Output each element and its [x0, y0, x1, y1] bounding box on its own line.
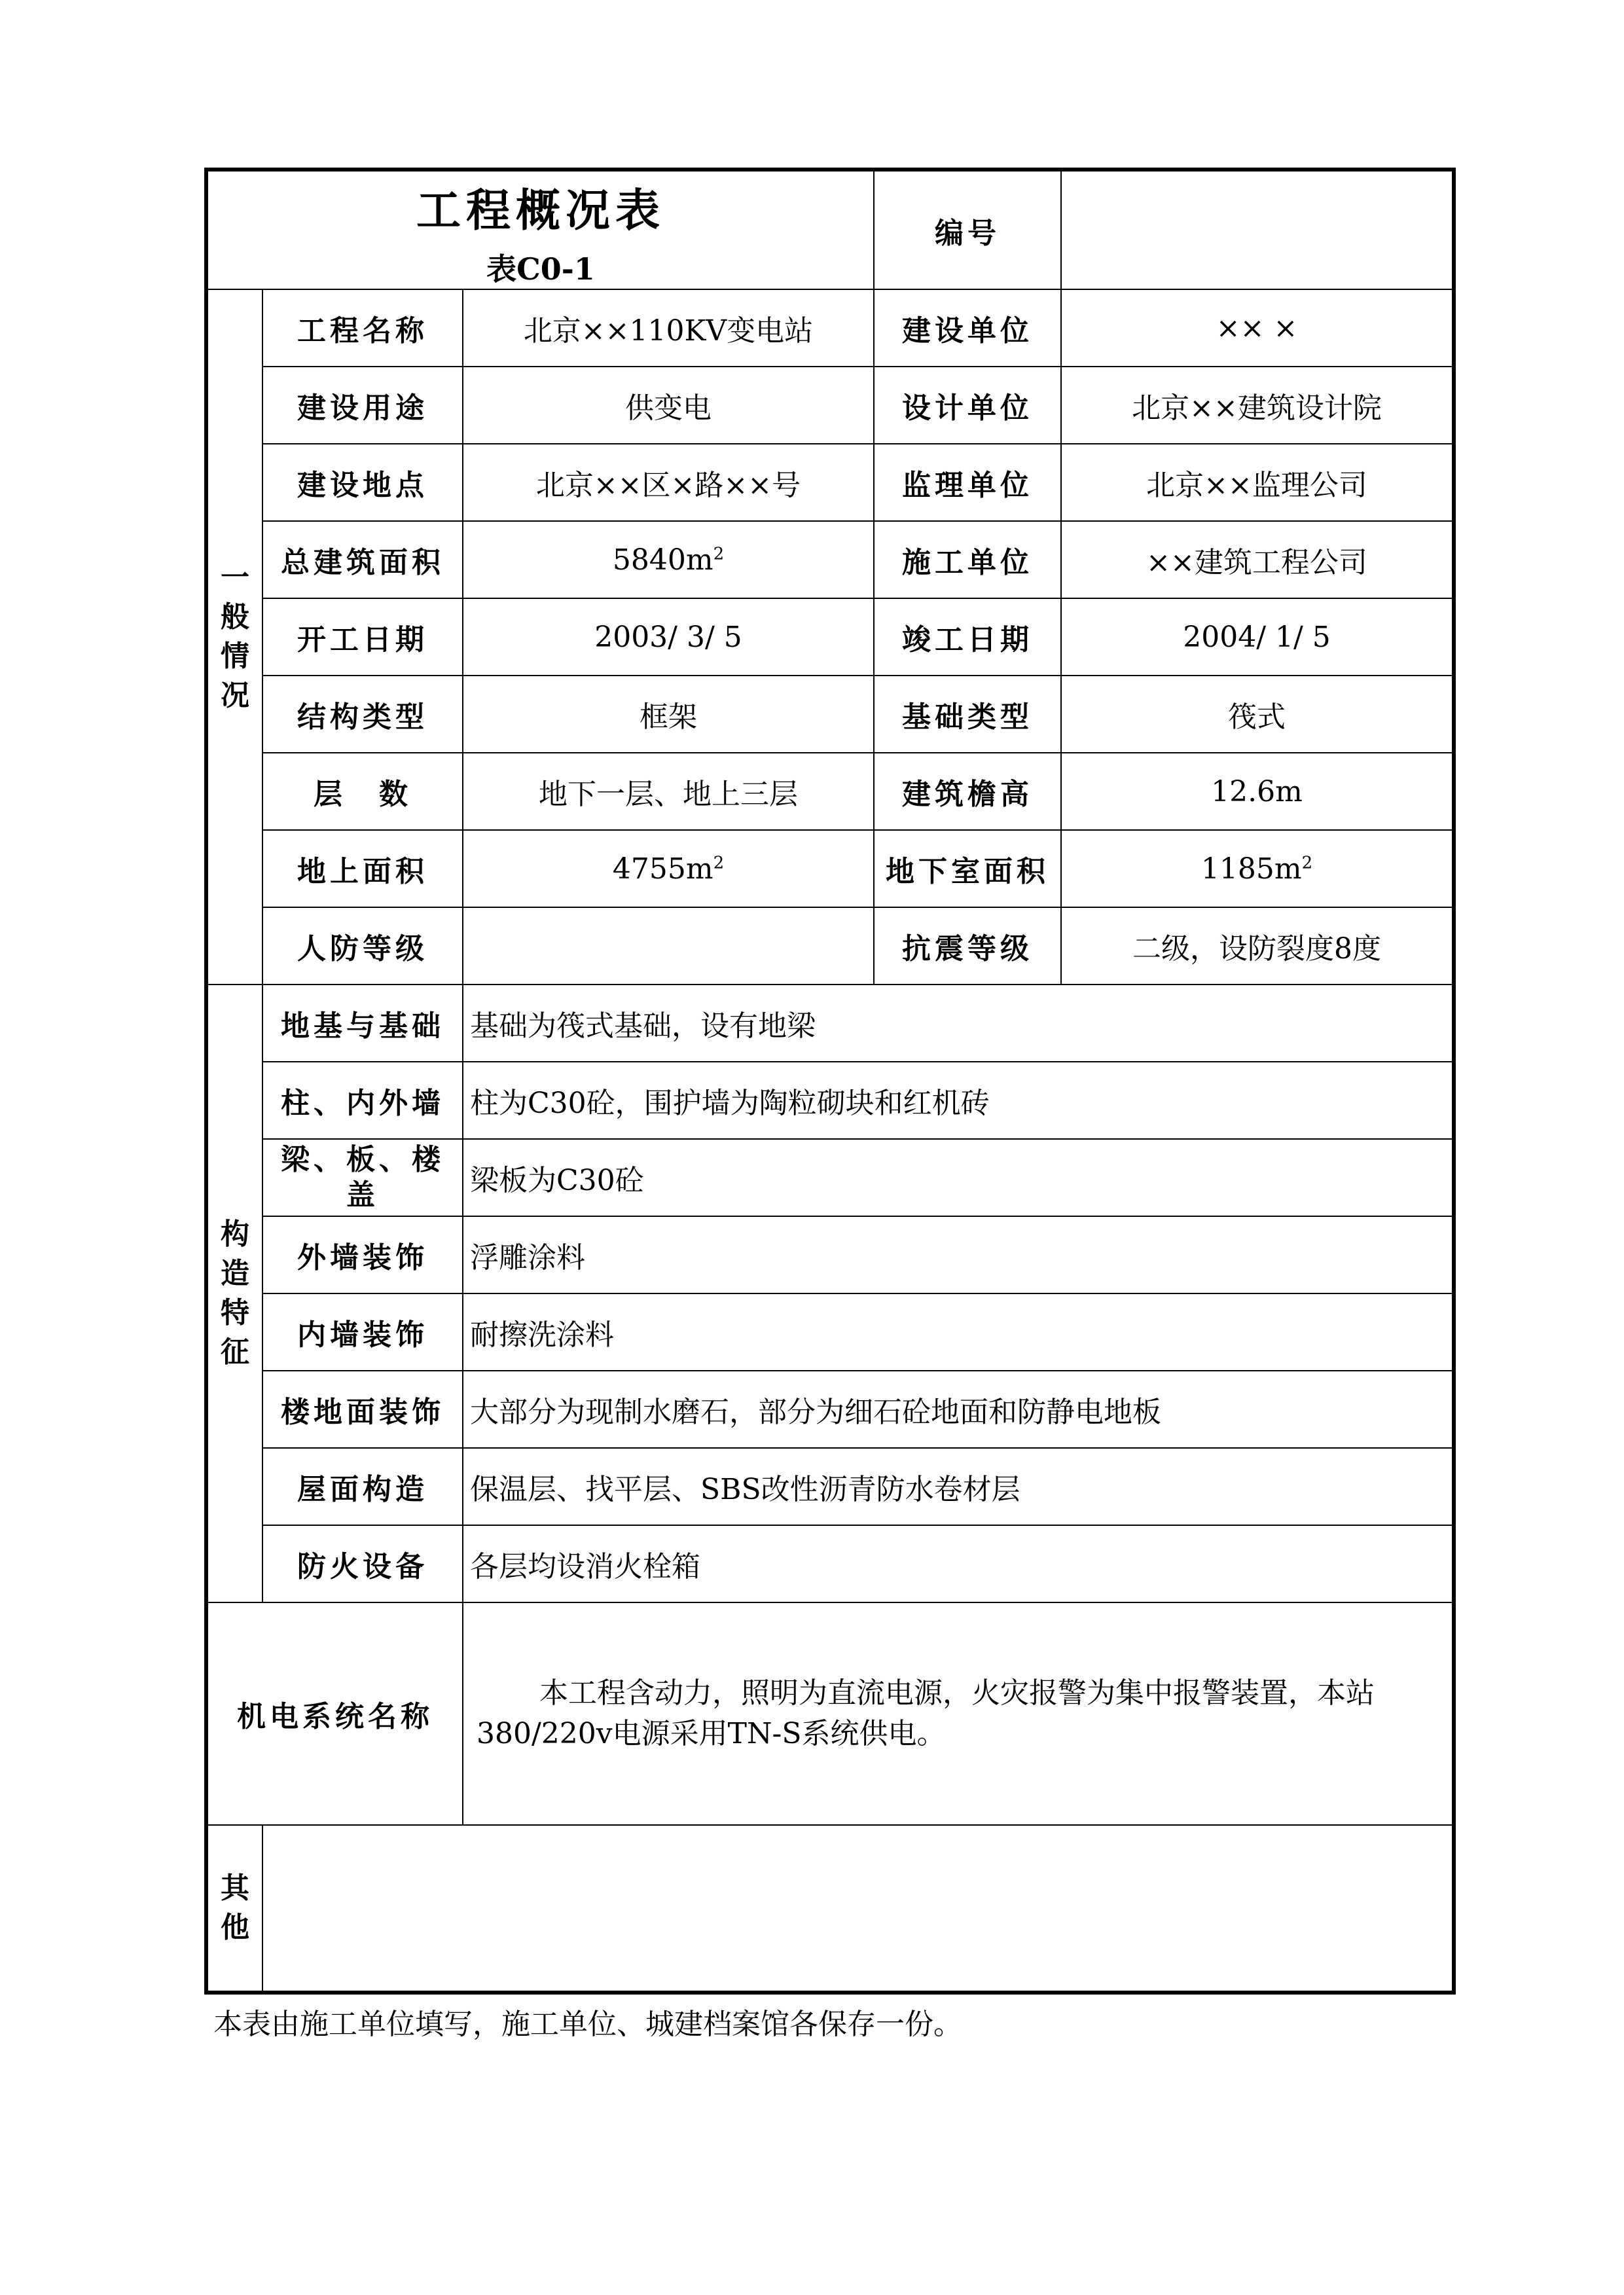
interior-finish-value[interactable]: 耐擦洗涂料	[463, 1293, 1454, 1371]
exterior-finish-value[interactable]: 浮雕涂料	[463, 1216, 1454, 1293]
other-value[interactable]	[262, 1825, 1454, 1993]
structure-row	[206, 985, 1454, 1062]
designer-label: 设计单位	[874, 367, 1061, 444]
above-ground-area-value[interactable]: $4755m^2$	[463, 830, 874, 907]
total-area-label: 总建筑面积	[262, 521, 463, 598]
eave-height-label: 建筑檐高	[874, 753, 1061, 830]
roof-label: 屋面构造	[262, 1448, 463, 1525]
basement-area-value[interactable]: $1185m^2$	[1061, 830, 1454, 907]
general-row	[206, 367, 1454, 444]
contractor-label: 施工单位	[874, 521, 1061, 598]
general-section-label: 一 般 情 况	[206, 289, 262, 985]
structure-row	[206, 1448, 1454, 1525]
floors-value[interactable]: 地下一层、地上三层	[463, 753, 874, 830]
civil-defense-value[interactable]	[463, 907, 874, 985]
project-overview-table	[204, 168, 1456, 1995]
foundation-label: 地基与基础	[262, 985, 463, 1062]
fire-equipment-label: 防火设备	[262, 1525, 463, 1602]
basement-area-label: 地下室面积	[874, 830, 1061, 907]
start-date-value[interactable]: 2003/ 3/ 5	[463, 598, 874, 676]
general-row	[206, 907, 1454, 985]
title-cell	[206, 170, 874, 289]
roof-value[interactable]: 保温层、找平层、SBS改性沥青防水卷材层	[463, 1448, 1454, 1525]
completion-date-value[interactable]: 2004/ 1/ 5	[1061, 598, 1454, 676]
location-label: 建设地点	[262, 444, 463, 521]
structure-row	[206, 1139, 1454, 1216]
seismic-grade-label: 抗震等级	[874, 907, 1061, 985]
beams-slabs-label: 梁、板、楼 盖	[262, 1139, 463, 1216]
purpose-value[interactable]: 供变电	[463, 367, 874, 444]
floors-label: 层 数	[262, 753, 463, 830]
structure-row	[206, 1371, 1454, 1448]
fire-equipment-value[interactable]: 各层均设消火栓箱	[463, 1525, 1454, 1602]
electro-value[interactable]: 本工程含动力，照明为直流电源，火灾报警为集中报警装置，本站380/220v电源采用TN-S系统供电。	[463, 1602, 1454, 1825]
footer-note: 本表由施工单位填写，施工单位、城建档案馆各保存一份。	[213, 2008, 962, 2041]
structure-row	[206, 1062, 1454, 1139]
exterior-finish-label: 外墙装饰	[262, 1216, 463, 1293]
beams-slabs-value[interactable]: 梁板为C30砼	[463, 1139, 1454, 1216]
general-row	[206, 598, 1454, 676]
project-name-value[interactable]: 北京××110KV变电站	[463, 289, 874, 367]
other-section-label: 其 他	[206, 1825, 262, 1993]
foundation-type-value[interactable]: 筏式	[1061, 676, 1454, 753]
form-title: 工程概况表	[416, 185, 666, 237]
start-date-label: 开工日期	[262, 598, 463, 676]
structure-type-label: 结构类型	[262, 676, 463, 753]
general-row	[206, 521, 1454, 598]
structure-row	[206, 1293, 1454, 1371]
location-value[interactable]: 北京××区×路××号	[463, 444, 874, 521]
floor-finish-label: 楼地面装饰	[262, 1371, 463, 1448]
electro-label: 机电系统名称	[206, 1602, 463, 1825]
eave-height-value[interactable]: 12.6m	[1061, 753, 1454, 830]
floor-finish-value[interactable]: 大部分为现制水磨石，部分为细石砼地面和防静电地板	[463, 1371, 1454, 1448]
general-row	[206, 676, 1454, 753]
structure-row	[206, 1525, 1454, 1602]
electro-row	[206, 1602, 1454, 1825]
structure-section-label: 构 造 特 征	[206, 985, 262, 1602]
structure-type-value[interactable]: 框架	[463, 676, 874, 753]
foundation-value[interactable]: 基础为筏式基础，设有地梁	[463, 985, 1454, 1062]
other-row	[206, 1825, 1454, 1993]
columns-walls-value[interactable]: 柱为C30砼，围护墙为陶粒砌块和红机砖	[463, 1062, 1454, 1139]
form-code: 表C0-1	[486, 251, 595, 287]
owner-value[interactable]: ×× ×	[1061, 289, 1454, 367]
general-row	[206, 444, 1454, 521]
above-ground-area-label: 地上面积	[262, 830, 463, 907]
total-area-value[interactable]: $5840m^2$	[463, 521, 874, 598]
completion-date-label: 竣工日期	[874, 598, 1061, 676]
columns-walls-label: 柱、内外墙	[262, 1062, 463, 1139]
purpose-label: 建设用途	[262, 367, 463, 444]
supervisor-label: 监理单位	[874, 444, 1061, 521]
general-row	[206, 289, 1454, 367]
contractor-value[interactable]: ××建筑工程公司	[1061, 521, 1454, 598]
number-label: 编号	[874, 170, 1061, 289]
structure-row	[206, 1216, 1454, 1293]
number-field[interactable]	[1061, 170, 1454, 289]
seismic-grade-value[interactable]: 二级，设防裂度8度	[1061, 907, 1454, 985]
general-row	[206, 830, 1454, 907]
civil-defense-label: 人防等级	[262, 907, 463, 985]
interior-finish-label: 内墙装饰	[262, 1293, 463, 1371]
designer-value[interactable]: 北京××建筑设计院	[1061, 367, 1454, 444]
foundation-type-label: 基础类型	[874, 676, 1061, 753]
project-name-label: 工程名称	[262, 289, 463, 367]
supervisor-value[interactable]: 北京××监理公司	[1061, 444, 1454, 521]
header-row	[206, 170, 1454, 289]
general-row	[206, 753, 1454, 830]
owner-label: 建设单位	[874, 289, 1061, 367]
